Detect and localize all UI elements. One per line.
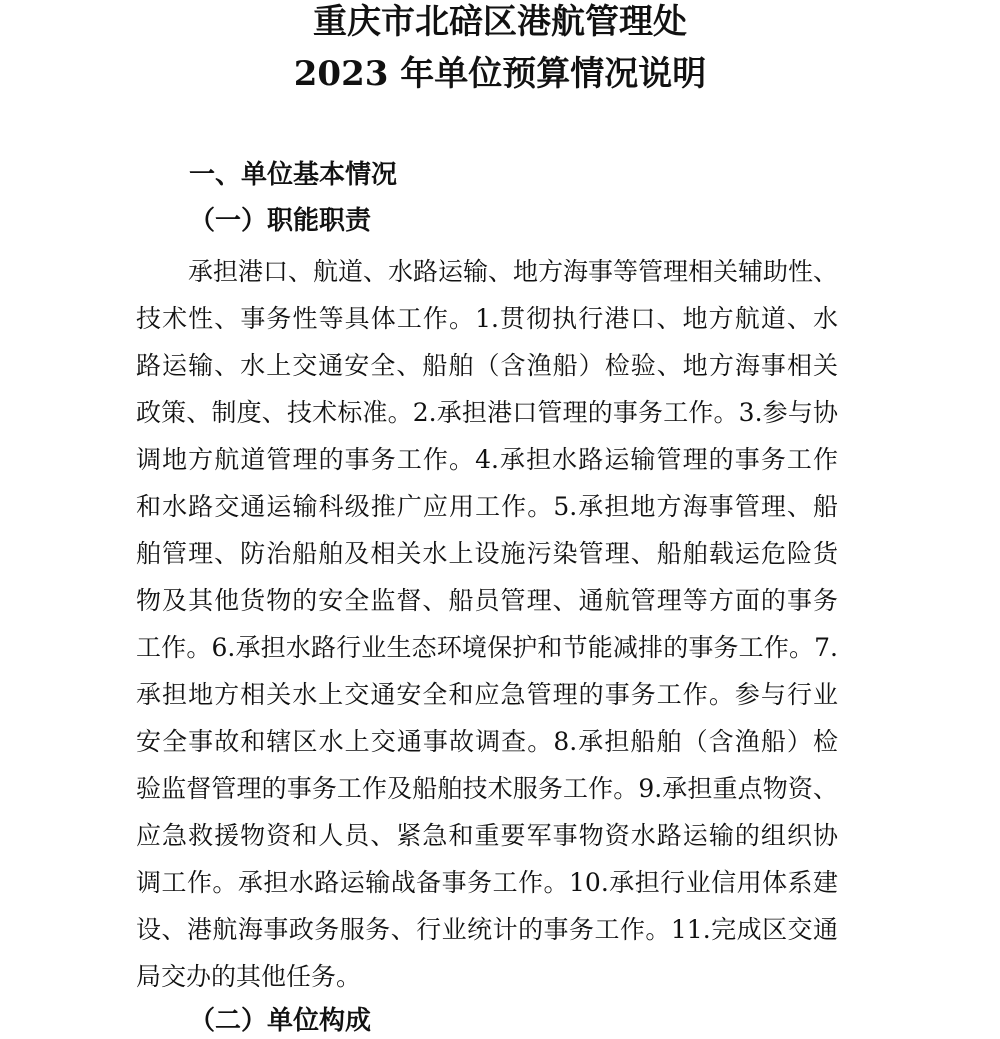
paragraph-line: 舶管理、防治船舶及相关水上设施污染管理、船舶载运危险货 bbox=[136, 539, 839, 568]
paragraph-line: 物及其他货物的安全监督、船员管理、通航管理等方面的事务 bbox=[136, 586, 839, 615]
subsection-heading-functions: （一）职能职责 bbox=[189, 206, 372, 236]
paragraph-line: 安全事故和辖区水上交通事故调查。8.承担船舶（含渔船）检 bbox=[136, 727, 839, 756]
subsection-heading-composition: （二）单位构成 bbox=[189, 1006, 372, 1036]
paragraph-line: 局交办的其他任务。 bbox=[136, 962, 362, 991]
document-title-line-2: 2023 年单位预算情况说明 bbox=[293, 54, 707, 94]
paragraph-line: 调地方航道管理的事务工作。4.承担水路运输管理的事务工作 bbox=[136, 445, 839, 474]
section-heading-basic-info: 一、单位基本情况 bbox=[189, 160, 398, 190]
paragraph-line: 设、港航海事政务服务、行业统计的事务工作。11.完成区交通 bbox=[136, 915, 839, 944]
paragraph-line: 工作。6.承担水路行业生态环境保护和节能减排的事务工作。7. bbox=[136, 633, 839, 662]
paragraph-line: 技术性、事务性等具体工作。1.贯彻执行港口、地方航道、水 bbox=[136, 304, 839, 333]
paragraph-line: 路运输、水上交通安全、船舶（含渔船）检验、地方海事相关 bbox=[136, 351, 839, 380]
paragraph-line: 验监督管理的事务工作及船舶技术服务工作。9.承担重点物资、 bbox=[136, 774, 839, 803]
paragraph-line: 承担地方相关水上交通安全和应急管理的事务工作。参与行业 bbox=[136, 680, 839, 709]
document-title-line-1: 重庆市北碚区港航管理处 bbox=[313, 2, 687, 42]
functions-paragraph bbox=[136, 252, 838, 1004]
paragraph-line: 调工作。承担水路运输战备事务工作。10.承担行业信用体系建 bbox=[136, 868, 839, 897]
paragraph-line: 和水路交通运输科级推广应用工作。5.承担地方海事管理、船 bbox=[136, 492, 839, 521]
paragraph-line: 承担港口、航道、水路运输、地方海事等管理相关辅助性、 bbox=[188, 257, 839, 286]
paragraph-line: 政策、制度、技术标准。2.承担港口管理的事务工作。3.参与协 bbox=[136, 398, 839, 427]
paragraph-line: 应急救援物资和人员、紧急和重要军事物资水路运输的组织协 bbox=[136, 821, 839, 850]
